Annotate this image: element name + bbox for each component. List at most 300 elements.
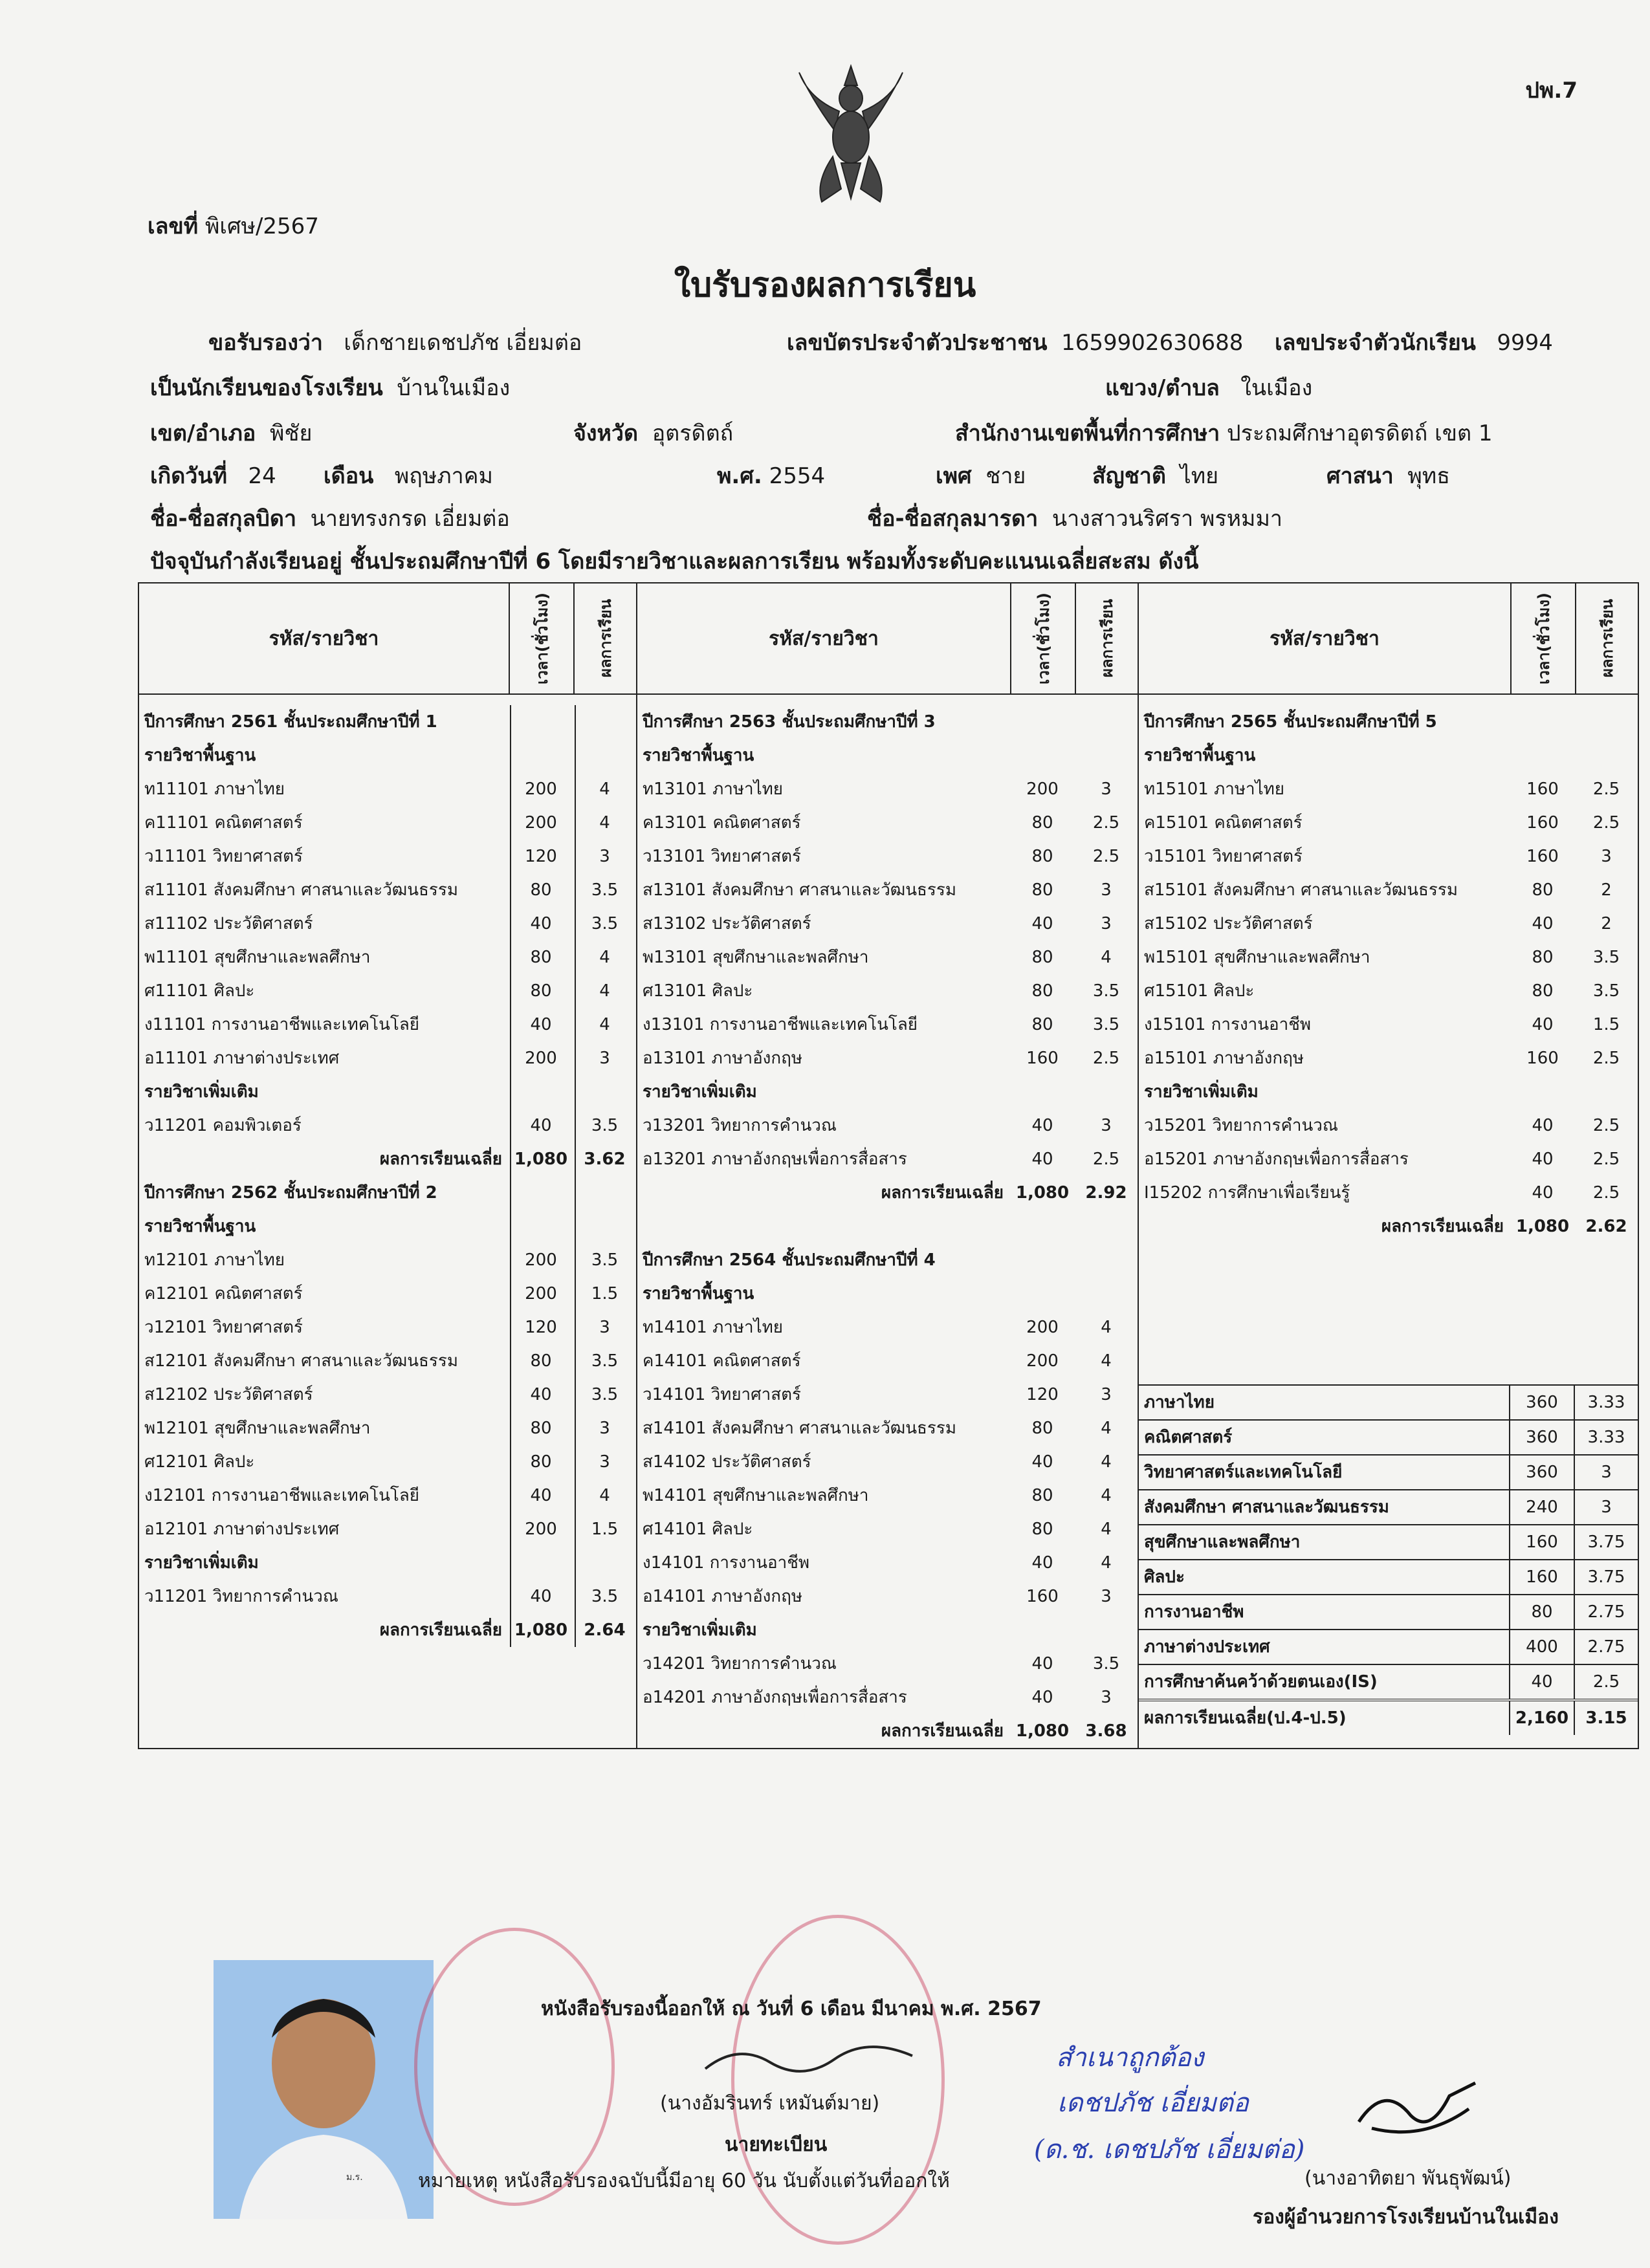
grade-cell: [1075, 1075, 1138, 1109]
header-hours-3: เวลา(ชั่วโมง): [1511, 583, 1576, 694]
hours-cell: 80: [1031, 813, 1053, 833]
grade-cell: 3.68: [1085, 1721, 1127, 1741]
summary-row: [1139, 1664, 1638, 1699]
grade-cell: 2.5: [1592, 780, 1620, 799]
status-line: ปัจจุบันกำลังเรียนอยู่ ชั้นประถมศึกษาปีที่ 6 โดยมีรายวิชาและผลการเรียน พร้อมทั้งระดับคะแนนเฉลี่ยสะสม ดังนี้: [150, 549, 1199, 574]
course-row: [139, 1512, 636, 1546]
grade-cell: 3.5: [591, 1250, 619, 1270]
section-row: [637, 705, 1138, 739]
grade-cell: 4: [1101, 1318, 1112, 1337]
issue-date: หนังสือรับรองนี้ออกให้ ณ วันที่ 6 เดือน มีนาคม พ.ศ. 2567: [541, 1998, 1042, 2020]
hours-cell: 80: [1532, 981, 1554, 1001]
grade-cell: 4: [599, 948, 610, 967]
hours-cell: 200: [525, 780, 557, 799]
course-row: [637, 1311, 1138, 1344]
course-row: [1139, 941, 1638, 974]
header-grade-3: ผลการเรียน: [1576, 583, 1638, 694]
hours-cell: [509, 1210, 573, 1243]
grade-cell: 3: [1601, 847, 1612, 866]
hours-cell: 40: [1532, 1116, 1554, 1135]
grade-cell: [1075, 1613, 1138, 1647]
hours-cell: 80: [1031, 1520, 1053, 1539]
hours-cell: 40: [1532, 1015, 1554, 1034]
summary-hours-cell: 240: [1510, 1490, 1575, 1524]
subject-cell: รายวิชาเพิ่มเติม: [144, 1082, 259, 1102]
photo-tag: ม.ร.: [346, 2172, 363, 2183]
deputy-title: รองผู้อำนวยการโรงเรียนบ้านในเมือง: [1253, 2206, 1559, 2229]
course-row: [637, 1647, 1138, 1681]
hours-cell: 200: [1026, 1318, 1059, 1337]
subject-cell: ผลการเรียนเฉลี่ย: [881, 1721, 1004, 1741]
subject-cell: ง14101 การงานอาชีพ: [643, 1553, 810, 1573]
hours-cell: 120: [525, 1318, 557, 1337]
summary-row: [1139, 1594, 1638, 1629]
grade-cell: 3.5: [1592, 948, 1620, 967]
grade-cell: 2.62: [1585, 1217, 1627, 1236]
hours-cell: [1510, 1075, 1575, 1109]
form-code: ปพ.7: [1525, 78, 1578, 104]
hours-cell: 200: [525, 1250, 557, 1270]
section-row: [1139, 1075, 1638, 1109]
header-hours-1: เวลา(ชั่วโมง): [509, 583, 574, 694]
hours-cell: 80: [1031, 981, 1053, 1001]
garuda-emblem: [796, 60, 906, 208]
grade-cell: 3.5: [591, 880, 619, 900]
grade-cell: [573, 1176, 636, 1210]
summary-grade-cell: 3: [1601, 1463, 1612, 1482]
hours-cell: 1,080: [514, 1150, 568, 1169]
hours-cell: 80: [1532, 948, 1554, 967]
hours-cell: 160: [1026, 1587, 1059, 1606]
section-row: [139, 739, 636, 772]
grade-cell: 4: [599, 981, 610, 1001]
subject-cell: ผลการเรียนเฉลี่ย: [1381, 1217, 1504, 1236]
subject-cell: อ15101 ภาษาอังกฤษ: [1144, 1049, 1304, 1068]
summary-average-hours: 2,160: [1510, 1701, 1575, 1735]
hours-cell: 40: [530, 1587, 552, 1606]
subject-cell: พ15101 สุขศึกษาและพลศึกษา: [1144, 948, 1370, 967]
subject-cell: ว12101 วิทยาศาสตร์: [144, 1318, 303, 1337]
grade-cell: 3.5: [591, 1351, 619, 1371]
summary-grade-cell: 3: [1601, 1498, 1612, 1517]
subject-cell: พ11101 สุขศึกษาและพลศึกษา: [144, 948, 371, 967]
subject-cell: ว15101 วิทยาศาสตร์: [1144, 847, 1303, 866]
course-row: [637, 1344, 1138, 1378]
hours-cell: 40: [1532, 914, 1554, 933]
course-row: [139, 974, 636, 1008]
subject-cell: ปีการศึกษา 2563 ชั้นประถมศึกษาปีที่ 3: [643, 712, 936, 732]
course-row: [637, 1210, 1138, 1243]
hours-cell: 160: [1526, 780, 1559, 799]
course-row: [1139, 1041, 1638, 1075]
course-row: [637, 1412, 1138, 1445]
grade-cell: 3: [1101, 780, 1112, 799]
section-row: [139, 1210, 636, 1243]
deputy-signature: [1346, 2070, 1488, 2148]
subject-cell: ง11101 การงานอาชีพและเทคโนโลยี: [144, 1015, 419, 1034]
grade-cell: 4: [1101, 948, 1112, 967]
hours-cell: 80: [1031, 1015, 1053, 1034]
course-row: [637, 974, 1138, 1008]
grade-cell: 3: [1101, 1587, 1112, 1606]
subject-cell: ศ12101 ศิลปะ: [144, 1452, 255, 1472]
subject-cell: ว14101 วิทยาศาสตร์: [643, 1385, 801, 1404]
grade-cell: 3.5: [591, 1587, 619, 1606]
subject-cell: ส15102 ประวัติศาสตร์: [1144, 914, 1313, 933]
hours-cell: 80: [1031, 948, 1053, 967]
subject-cell: รายวิชาเพิ่มเติม: [643, 1620, 757, 1640]
subject-cell: ส13101 สังคมศึกษา ศาสนาและวัฒนธรรม: [643, 880, 956, 900]
religion: ศาสนา พุทธ: [1326, 463, 1450, 489]
subject-cell: ปีการศึกษา 2562 ชั้นประถมศึกษาปีที่ 2: [144, 1183, 437, 1203]
deputy-name: (นางอาทิตยา พันธุพัฒน์): [1304, 2167, 1512, 2190]
hours-cell: 40: [530, 1486, 552, 1505]
average-row: [139, 1613, 636, 1647]
section-row: [139, 1075, 636, 1109]
course-row: [139, 873, 636, 907]
summary-subject-cell: ศิลปะ: [1139, 1560, 1510, 1594]
course-row: [637, 1378, 1138, 1412]
course-row: [1139, 772, 1638, 806]
subject-cell: อ11101 ภาษาต่างประเทศ: [144, 1049, 340, 1068]
hours-cell: 40: [1031, 1116, 1053, 1135]
hours-cell: [1510, 739, 1575, 772]
summary-row: [1139, 1524, 1638, 1559]
subject-cell: อ12101 ภาษาต่างประเทศ: [144, 1520, 340, 1539]
grade-cell: 2.5: [1592, 1049, 1620, 1068]
subject-cell: รายวิชาเพิ่มเติม: [144, 1553, 259, 1573]
sex: เพศ ชาย: [936, 463, 1026, 489]
grade-cell: 4: [599, 813, 610, 833]
grade-cell: 3.62: [584, 1150, 626, 1169]
summary-average-grade: 3.15: [1585, 1708, 1627, 1728]
subject-cell: ง15101 การงานอาชีพ: [1144, 1015, 1312, 1034]
grade-cell: 3: [1101, 1688, 1112, 1707]
year-column-2: [637, 694, 1138, 1749]
grade-cell: 2: [1601, 880, 1612, 900]
subject-cell: [637, 1210, 1010, 1243]
grade-cell: 3: [1101, 1116, 1112, 1135]
hours-cell: [1010, 1075, 1075, 1109]
summary-hours-cell: 160: [1510, 1560, 1575, 1594]
summary-subject-cell: ภาษาไทย: [1139, 1386, 1510, 1419]
subject-cell: ส12101 สังคมศึกษา ศาสนาและวัฒนธรรม: [144, 1351, 458, 1371]
course-row: [637, 907, 1138, 941]
grade-cell: 2.5: [1092, 1150, 1120, 1169]
grade-cell: 3: [599, 1452, 610, 1472]
average-row: [637, 1176, 1138, 1210]
grade-cell: 3.5: [1092, 1015, 1120, 1034]
hours-cell: 80: [530, 880, 552, 900]
subject-cell: รายวิชาพื้นฐาน: [144, 746, 256, 765]
subject-cell: ศ11101 ศิลปะ: [144, 981, 255, 1001]
subject-cell: ส13102 ประวัติศาสตร์: [643, 914, 811, 933]
subject-cell: ง12101 การงานอาชีพและเทคโนโลยี: [144, 1486, 419, 1505]
average-row: [637, 1714, 1138, 1748]
subject-cell: ค13101 คณิตศาสตร์: [643, 813, 801, 833]
hours-cell: 40: [1031, 1553, 1053, 1573]
grade-cell: [573, 705, 636, 739]
grade-cell: 3.5: [1592, 981, 1620, 1001]
subject-cell: ผลการเรียนเฉลี่ย: [379, 1620, 502, 1640]
summary-row: [1139, 1386, 1638, 1419]
course-row: [139, 806, 636, 840]
hours-cell: [1510, 705, 1575, 739]
summary-hours-cell: 160: [1510, 1525, 1575, 1559]
grade-cell: [1575, 705, 1638, 739]
grade-cell: [1075, 739, 1138, 772]
grade-cell: 3.5: [591, 914, 619, 933]
course-row: [637, 873, 1138, 907]
hours-cell: 200: [525, 1520, 557, 1539]
course-row: [139, 1580, 636, 1613]
course-row: [1139, 1008, 1638, 1041]
section-row: [139, 705, 636, 739]
grade-cell: 3: [1101, 880, 1112, 900]
handwritten-name: เดชปภัช เอี่ยมต่อ: [1057, 2088, 1249, 2118]
grade-cell: 3: [599, 1419, 610, 1438]
summary-average-label: ผลการเรียนเฉลี่ย(ป.4-ป.5): [1139, 1701, 1510, 1735]
hours-cell: [1010, 1277, 1075, 1311]
hours-cell: 200: [1026, 1351, 1059, 1371]
course-row: [637, 1109, 1138, 1142]
summary-hours-cell: 40: [1510, 1665, 1575, 1699]
hours-cell: 80: [530, 1351, 552, 1371]
grade-cell: 3.5: [591, 1116, 619, 1135]
province: จังหวัด อุตรดิตถ์: [573, 420, 734, 446]
section-row: [637, 1277, 1138, 1311]
hours-cell: 40: [530, 1385, 552, 1404]
grade-cell: 4: [1101, 1486, 1112, 1505]
course-row: [139, 772, 636, 806]
student-number: เลขประจำตัวนักเรียน 9994: [1275, 330, 1553, 356]
hours-cell: 40: [1031, 914, 1053, 933]
registrar-title: นายทะเบียน: [725, 2133, 828, 2156]
subject-cell: ง13101 การงานอาชีพและเทคโนโลยี: [643, 1015, 918, 1034]
subject-cell: ท12101 ภาษาไทย: [144, 1250, 285, 1270]
grade-cell: 3: [599, 1049, 610, 1068]
section-row: [139, 1176, 636, 1210]
hours-cell: 160: [1526, 1049, 1559, 1068]
subject-cell: ว11201 คอมพิวเตอร์: [144, 1116, 302, 1135]
grade-cell: 4: [1101, 1553, 1112, 1573]
subject-cell: ค14101 คณิตศาสตร์: [643, 1351, 801, 1371]
hours-cell: 40: [1031, 1654, 1053, 1674]
course-row: [139, 1311, 636, 1344]
subject-cell: ว11101 วิทยาศาสตร์: [144, 847, 303, 866]
subject-cell: รายวิชาพื้นฐาน: [144, 1217, 256, 1236]
course-row: [139, 1243, 636, 1277]
doc-number: เลขที่ พิเศษ/2567: [148, 213, 319, 239]
subject-cell: ว11201 วิทยาการคำนวณ: [144, 1587, 338, 1606]
grade-cell: [573, 1075, 636, 1109]
subject-cell: รายวิชาเพิ่มเติม: [1144, 1082, 1259, 1102]
subject-cell: อ13101 ภาษาอังกฤษ: [643, 1049, 802, 1068]
course-row: [637, 1008, 1138, 1041]
hours-cell: [509, 1546, 573, 1580]
summary-subject-cell: ภาษาต่างประเทศ: [1139, 1630, 1510, 1664]
grade-cell: 2: [1601, 914, 1612, 933]
handwritten-certified-copy: สำเนาถูกต้อง: [1056, 2043, 1204, 2073]
summary-average-row: [1139, 1699, 1638, 1735]
course-row: [1139, 1109, 1638, 1142]
hours-cell: 200: [525, 1049, 557, 1068]
subject-cell: ส14102 ประวัติศาสตร์: [643, 1452, 811, 1472]
course-row: [637, 1445, 1138, 1479]
course-row: [139, 1109, 636, 1142]
page-title: ใบรับรองผลการเรียน: [674, 266, 976, 305]
grade-cell: 2.5: [1592, 1116, 1620, 1135]
grade-cell: 3.5: [591, 1385, 619, 1404]
summary-row: [1139, 1419, 1638, 1454]
course-row: [139, 1378, 636, 1412]
header-hours-2: เวลา(ชั่วโมง): [1011, 583, 1075, 694]
subject-cell: ท13101 ภาษาไทย: [643, 780, 784, 799]
subject-cell: ศ14101 ศิลปะ: [643, 1520, 753, 1539]
nationality: สัญชาติ ไทย: [1092, 463, 1219, 489]
subject-cell: ท15101 ภาษาไทย: [1144, 780, 1285, 799]
hours-cell: [1010, 739, 1075, 772]
grade-cell: [1575, 739, 1638, 772]
grade-cell: 1.5: [591, 1284, 619, 1303]
subject-cell: ท11101 ภาษาไทย: [144, 780, 285, 799]
course-row: [1139, 873, 1638, 907]
summary-row: [1139, 1629, 1638, 1664]
year-column-3: [1138, 694, 1638, 1749]
district: เขต/อำเภอ พิชัย: [150, 420, 313, 446]
grade-cell: 4: [1101, 1351, 1112, 1371]
hours-cell: [1010, 1613, 1075, 1647]
summary-hours-cell: 400: [1510, 1630, 1575, 1664]
student-id: เลขบัตรประจำตัวประชาชน 1659902630688: [787, 330, 1244, 356]
subject-cell: ว14201 วิทยาการคำนวณ: [643, 1654, 837, 1674]
header-subject-2: รหัส/รายวิชา: [637, 583, 1011, 694]
summary-grade-cell: 3.75: [1587, 1532, 1625, 1552]
summary-grade-cell: 3.75: [1587, 1567, 1625, 1587]
grade-cell: [1075, 1210, 1138, 1243]
summary-subject-cell: สังคมศึกษา ศาสนาและวัฒนธรรม: [1139, 1490, 1510, 1524]
course-row: [637, 1041, 1138, 1075]
summary-subject-cell: การงานอาชีพ: [1139, 1595, 1510, 1629]
grade-cell: 1.5: [1592, 1015, 1620, 1034]
course-row: [637, 1512, 1138, 1546]
hours-cell: 80: [1031, 1486, 1053, 1505]
hours-cell: 80: [530, 981, 552, 1001]
grade-cell: [1075, 705, 1138, 739]
subject-cell: ปีการศึกษา 2565 ชั้นประถมศึกษาปีที่ 5: [1144, 712, 1437, 732]
section-row: [139, 1546, 636, 1580]
summary-hours-cell: 360: [1510, 1386, 1575, 1419]
subject-cell: รายวิชาพื้นฐาน: [643, 746, 754, 765]
section-row: [637, 739, 1138, 772]
subject-cell: ส15101 สังคมศึกษา ศาสนาและวัฒนธรรม: [1144, 880, 1458, 900]
grade-cell: 2.5: [1092, 847, 1120, 866]
registrar-signature: [699, 2036, 919, 2082]
grade-cell: 4: [1101, 1520, 1112, 1539]
summary-hours-cell: 360: [1510, 1456, 1575, 1489]
school-seal: [414, 1928, 615, 2206]
hours-cell: 80: [1031, 1419, 1053, 1438]
subject-cell: ว13101 วิทยาศาสตร์: [643, 847, 801, 866]
hours-cell: 40: [1532, 1183, 1554, 1203]
hours-cell: 80: [1031, 847, 1053, 866]
section-row: [1139, 739, 1638, 772]
birth-year: พ.ศ. 2554: [717, 463, 826, 489]
header-subject-1: รหัส/รายวิชา: [138, 583, 509, 694]
section-row: [637, 1075, 1138, 1109]
grade-cell: 2.5: [1092, 1049, 1120, 1068]
summary-row: [1139, 1559, 1638, 1594]
course-row: [1139, 1142, 1638, 1176]
grade-cell: 3.5: [1092, 981, 1120, 1001]
subject-cell: ส11102 ประวัติศาสตร์: [144, 914, 313, 933]
subject-cell: ค12101 คณิตศาสตร์: [144, 1284, 303, 1303]
grade-cell: 2.5: [1092, 813, 1120, 833]
hours-cell: 160: [1526, 847, 1559, 866]
grade-cell: 4: [1101, 1419, 1112, 1438]
course-row: [139, 1008, 636, 1041]
grade-cell: [1075, 1243, 1138, 1277]
summary-subject-cell: การศึกษาค้นคว้าด้วยตนเอง(IS): [1139, 1665, 1510, 1699]
subject-cell: พ14101 สุขศึกษาและพลศึกษา: [643, 1486, 869, 1505]
hours-cell: 160: [1526, 813, 1559, 833]
grade-cell: 2.64: [584, 1620, 626, 1640]
hours-cell: 40: [530, 914, 552, 933]
average-row: [1139, 1210, 1638, 1243]
average-row: [139, 1142, 636, 1176]
grade-cell: 2.5: [1592, 813, 1620, 833]
hours-cell: 40: [530, 1116, 552, 1135]
course-row: [637, 1546, 1138, 1580]
header-grade-1: ผลการเรียน: [574, 583, 637, 694]
course-row: [637, 772, 1138, 806]
grade-cell: 2.5: [1592, 1150, 1620, 1169]
summary-grade-cell: 2.75: [1587, 1637, 1625, 1657]
course-row: [637, 840, 1138, 873]
course-row: [637, 1681, 1138, 1714]
course-row: [637, 1580, 1138, 1613]
grade-cell: 4: [599, 1486, 610, 1505]
subject-cell: พ13101 สุขศึกษาและพลศึกษา: [643, 948, 869, 967]
subject-cell: ค11101 คณิตศาสตร์: [144, 813, 303, 833]
grade-cell: [1575, 1075, 1638, 1109]
hours-cell: [509, 1176, 573, 1210]
course-row: [139, 907, 636, 941]
birth-day: เกิดวันที่ 24: [150, 463, 276, 489]
hours-cell: 120: [525, 847, 557, 866]
summary-grade-cell: 3.33: [1587, 1428, 1625, 1447]
course-row: [139, 941, 636, 974]
hours-cell: 80: [1031, 880, 1053, 900]
course-row: [139, 1277, 636, 1311]
summary-grade-cell: 3.33: [1587, 1393, 1625, 1412]
course-row: [139, 1479, 636, 1512]
hours-cell: 40: [1031, 1150, 1053, 1169]
mother-name: ชื่อ-ชื่อสกุลมารดา นางสาวนริศรา พรหมมา: [867, 506, 1282, 532]
section-row: [637, 1613, 1138, 1647]
hours-cell: [1010, 705, 1075, 739]
hours-cell: [1010, 1210, 1075, 1243]
subject-cell: ส12102 ประวัติศาสตร์: [144, 1385, 313, 1404]
subject-cell: อ13201 ภาษาอังกฤษเพื่อการสื่อสาร: [643, 1150, 907, 1169]
course-row: [139, 1445, 636, 1479]
hours-cell: [509, 739, 573, 772]
course-row: [1139, 974, 1638, 1008]
summary-grade-cell: 2.75: [1587, 1602, 1625, 1622]
grade-cell: 1.5: [591, 1520, 619, 1539]
hours-cell: 80: [530, 1419, 552, 1438]
hours-cell: 200: [525, 813, 557, 833]
